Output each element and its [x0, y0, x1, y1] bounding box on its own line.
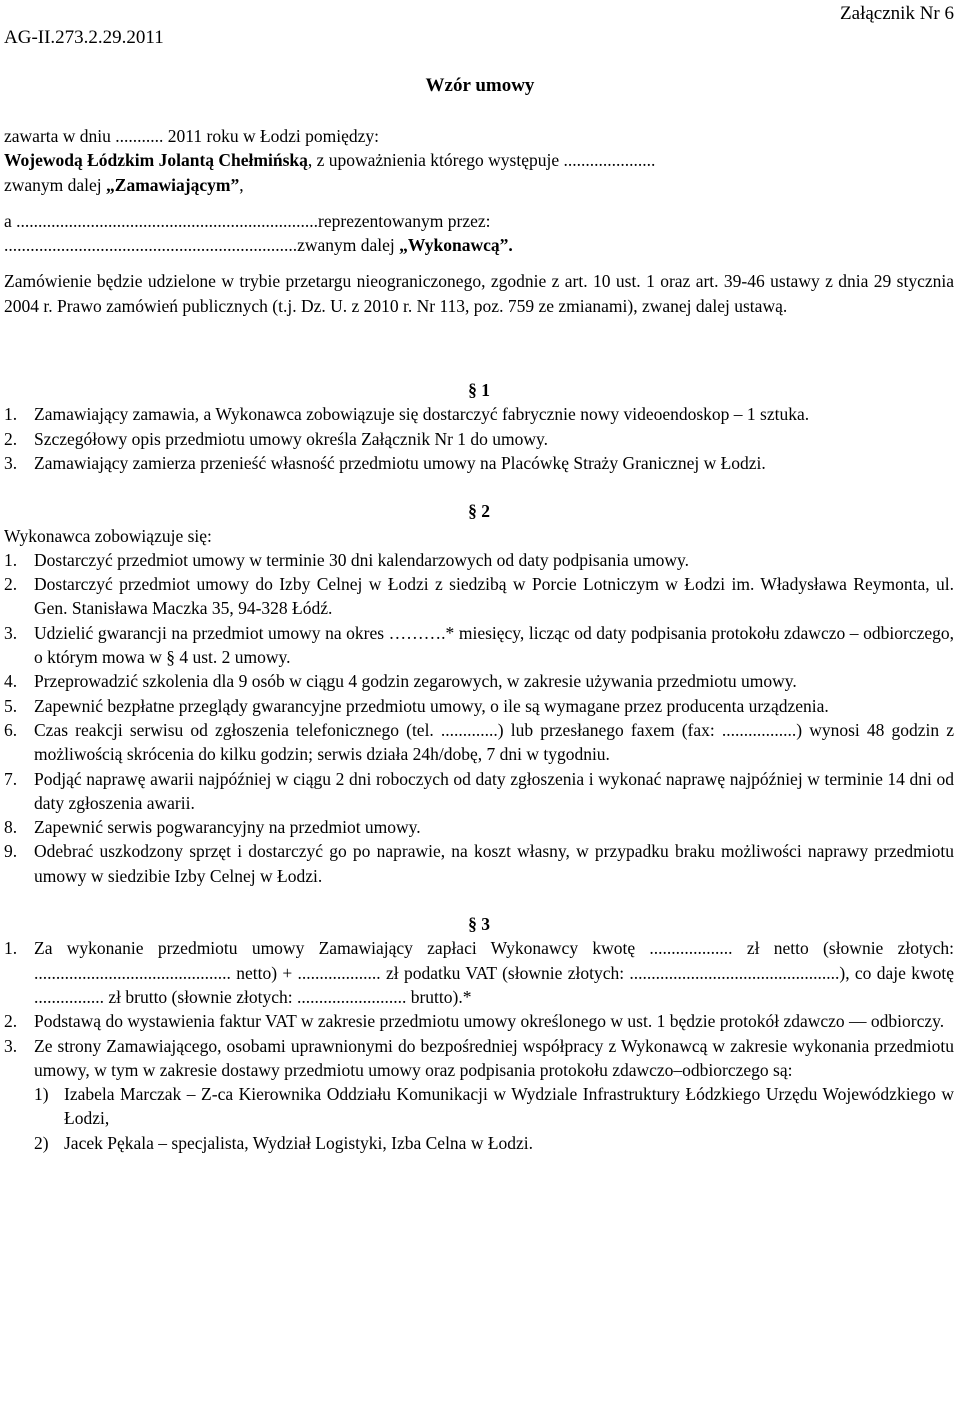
section-2 — [4, 499, 954, 888]
list-item — [4, 815, 954, 839]
intro-line-date: zawarta w dniu ........... 2011 roku w Łodzi pomiędzy: — [4, 126, 380, 146]
list-item — [4, 1034, 954, 1083]
list-item — [4, 694, 954, 718]
item-text: Podjąć naprawę awarii najpóźniej w ciągu 2 dni roboczych od daty zgłoszenia i wykonać naprawę najpóźniej w terminie 14 dni od daty zgłoszenia awarii. — [34, 768, 954, 813]
item-number: 7. — [4, 768, 18, 789]
list-item — [4, 548, 954, 572]
contractor-prefix: ...................................................................zwanym dalej — [4, 235, 400, 256]
intro-line-party1 — [4, 148, 954, 172]
item-text: Ze strony Zamawiającego, osobami uprawnionymi do bezpośredniej współpracy z Wykonawcą w zakresie wykonania przedmiotu umowy, w tym w zakresie dostawy przedmiotu umowy oraz podpisania protokołu zdawczo–odbiorczego są: — [34, 1035, 954, 1080]
section-2-lead: Wykonawca zobowiązuje się: — [4, 525, 212, 546]
document-body — [4, 124, 954, 1155]
intro-line-contractor-alias — [4, 233, 954, 257]
intro-block — [4, 124, 954, 318]
item-number: 4. — [4, 671, 18, 692]
section-1-heading: § 1 — [468, 380, 490, 401]
item-text: Podstawą do wystawienia faktur VAT w zakresie przedmiotu umowy określonego w ust. 1 będzie protokół zdawczo — odbiorczy. — [34, 1011, 945, 1032]
item-text: Zapewnić bezpłatne przeglądy gwarancyjne przedmiotu umowy, o ile są wymagane przez producenta urządzenia. — [34, 695, 829, 716]
subitem-number: 1) — [34, 1084, 49, 1105]
item-text: Zapewnić serwis pogwarancyjny na przedmiot umowy. — [34, 817, 421, 838]
ordering-party-label: „Zamawiającym” — [106, 174, 240, 195]
item-text: Zamawiający zamierza przenieść własność przedmiotu umowy na Placówkę Straży Granicznej w Łodzi. — [34, 452, 766, 473]
list-item — [4, 427, 954, 451]
list-item — [4, 936, 954, 1009]
item-number: 9. — [4, 841, 18, 862]
sub-list-item — [4, 1082, 954, 1131]
item-number: 2. — [4, 1011, 18, 1032]
subitem-text: Izabela Marczak – Z-ca Kierownika Oddziału Komunikacji w Wydziale Infrastruktury Łódzkiego Urzędu Wojewódzkiego w Łodzi, — [64, 1084, 954, 1129]
item-text: Zamawiający zamawia, a Wykonawca zobowiązuje się dostarczyć fabrycznie nowy videoendoskop – 1 sztuka. — [34, 404, 810, 425]
document-title: Wzór umowy — [425, 75, 535, 96]
list-item — [4, 767, 954, 816]
section-1 — [4, 378, 954, 475]
intro-line-contractor: a .....................................................................reprezentowanym przez: — [4, 210, 491, 231]
party1-name: Wojewodą Łódzkim Jolantą Chełmińską — [4, 150, 308, 171]
list-item — [4, 718, 954, 767]
item-number: 3. — [4, 622, 18, 643]
ordering-party-suffix: , — [239, 174, 244, 195]
subitem-text: Jacek Pękala – specjalista, Wydział Logistyki, Izba Celna w Łodzi. — [64, 1132, 534, 1153]
item-text: Udzielić gwarancji na przedmiot umowy na okres ……….* miesięcy, licząc od daty podpisania protokołu zdawczo – odbiorczego, o którym mowa w § 4 ust. 2 umowy. — [34, 622, 954, 668]
subitem-number: 2) — [34, 1132, 49, 1153]
attachment-label: Załącznik Nr 6 — [840, 3, 954, 24]
contractor-label: „Wykonawcą”. — [399, 235, 513, 256]
item-number: 8. — [4, 817, 18, 838]
item-number: 3. — [4, 1035, 18, 1056]
section-3 — [4, 912, 954, 1155]
list-item — [4, 669, 954, 693]
item-number: 6. — [4, 719, 18, 740]
item-text: Dostarczyć przedmiot umowy w terminie 30 dni kalendarzowych od daty podpisania umowy. — [34, 549, 689, 570]
intro-paragraph: Zamówienie będzie udzielone w trybie przetargu nieograniczonego, zgodnie z art. 10 ust. 1 oraz art. 39-46 ustawy z dnia 29 stycznia 2004 r. Prawo zamówień publicznych (t.j. Dz. U. z 2010 r. Nr 113, poz. 759 ze zmianami), zwanej dalej ustawą. — [4, 271, 954, 316]
document-reference: AG-II.273.2.29.2011 — [4, 27, 164, 48]
item-text: Dostarczyć przedmiot umowy do Izby Celnej w Łodzi z siedzibą w Porcie Lotniczym w Łodzi im. Władysława Reymonta, ul. Gen. Stanisława Maczka 35, 94-328 Łódź. — [34, 574, 954, 619]
item-number: 3. — [4, 452, 18, 473]
list-item — [4, 1009, 954, 1033]
item-text: Odebrać uszkodzony sprzęt i dostarczyć go po naprawie, na koszt własny, w przypadku braku możliwości naprawy przedmiotu umowy w siedzibie Izby Celnej w Łodzi. — [34, 841, 954, 886]
section-3-heading: § 3 — [468, 914, 490, 935]
list-item — [4, 402, 954, 426]
list-item — [4, 839, 954, 888]
item-text: Szczegółowy opis przedmiotu umowy określa Załącznik Nr 1 do umowy. — [34, 428, 549, 449]
intro-line-ordering-party — [4, 173, 954, 197]
list-item — [4, 572, 954, 621]
item-text: Przeprowadzić szkolenia dla 9 osób w ciągu 4 godzin zegarowych, w zakresie używania przedmiotu umowy. — [34, 671, 797, 692]
item-number: 5. — [4, 695, 18, 716]
item-text: Czas reakcji serwisu od zgłoszenia telefonicznego (tel. .............) lub przesłanego faxem (fax: .................) wynosi 48 godzin z możliwością skrócenia do kilku godzin; serwis działa 24h/dobę, 7 dni w tygodniu. — [34, 719, 954, 765]
list-item — [4, 621, 954, 670]
item-number: 1. — [4, 549, 18, 570]
list-item — [4, 451, 954, 475]
sub-list-item — [4, 1131, 954, 1155]
item-text: Za wykonanie przedmiotu umowy Zamawiający zapłaci Wykonawcy kwotę ................... zł netto (słownie złotych: ............................................. netto) + ................... zł podatku VAT (słownie złotych: ................................................), co daje kwotę ................ zł brutto (słownie złotych: ......................... brutto).* — [34, 938, 954, 1007]
party1-rest: , z upoważnienia którego występuje ..................... — [307, 150, 656, 171]
ordering-party-prefix: zwanym dalej — [4, 174, 107, 195]
section-2-heading: § 2 — [468, 501, 490, 522]
item-number: 2. — [4, 428, 18, 449]
item-number: 1. — [4, 938, 18, 959]
item-number: 1. — [4, 404, 18, 425]
item-number: 2. — [4, 574, 18, 595]
